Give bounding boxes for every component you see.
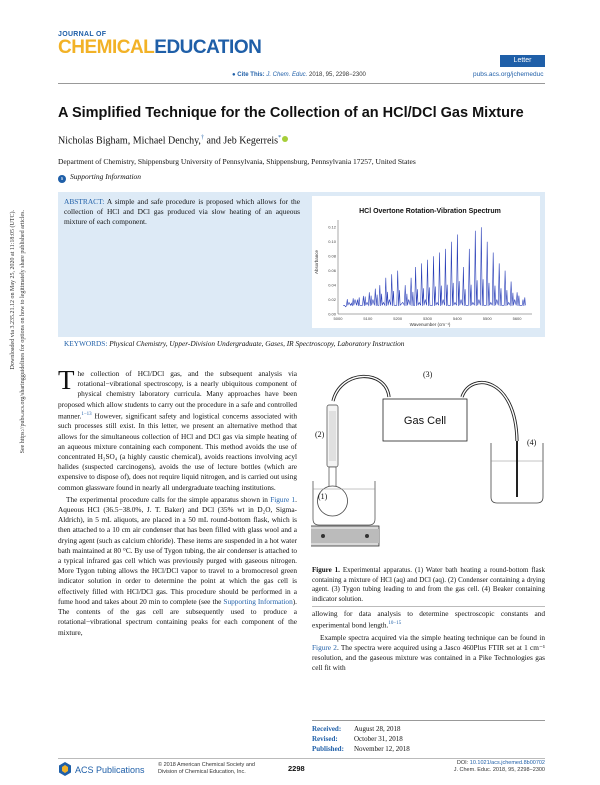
y-tick-label: 0.10 bbox=[328, 239, 336, 245]
label-2: (2) bbox=[315, 430, 325, 439]
tygon-tubing-1 bbox=[333, 376, 389, 401]
doi-block bbox=[430, 760, 545, 774]
y-tick-label: 0.04 bbox=[328, 282, 336, 288]
y-tick-label: 0.08 bbox=[328, 253, 336, 259]
logo-word-chemical: CHEMICAL bbox=[58, 37, 155, 58]
x-tick-label: 5200 bbox=[393, 316, 403, 321]
received-row bbox=[312, 724, 545, 734]
published-label: Published: bbox=[312, 745, 344, 753]
revised-row bbox=[312, 734, 545, 744]
body-paragraph-4 bbox=[312, 633, 545, 674]
p1-text-b: However, significant safety and logistical concerns associated with such processes still exist. In this letter, we present an alternative method that allows for the simultaneous collection of HCl and DCl gas via simple heating of an aqueous mixture containing each component. This method avoids the use of concentrated H₂SO₄ (a highly caustic chemical), avoids reactions involving acyl halides (suspected carcinogens), avoids the use of lecture bottles (which are expensive to dispose of), does not require liquid nitrogen, and is carried out using common glassware found in nearly all undergraduate teaching institutions. bbox=[58, 411, 297, 492]
keywords-label: KEYWORDS: bbox=[64, 339, 108, 348]
logo-word-education: EDUCATION bbox=[154, 37, 262, 58]
copyright-line1: © 2018 American Chemical Society and bbox=[158, 762, 255, 768]
download-side-note bbox=[8, 210, 34, 550]
body-right-column bbox=[312, 609, 545, 676]
toc-graphic bbox=[312, 196, 540, 328]
journal-logo bbox=[58, 38, 261, 58]
received-label: Received: bbox=[312, 725, 342, 733]
orcid-icon[interactable] bbox=[282, 136, 288, 142]
y-tick-label: 0.02 bbox=[328, 297, 336, 303]
doi-link[interactable]: 10.1021/acs.jchemed.8b00702 bbox=[469, 760, 545, 766]
doi-citation: J. Chem. Educ. 2018, 95, 2298−2300 bbox=[453, 767, 545, 773]
article-dates bbox=[312, 724, 545, 754]
apparatus-diagram bbox=[311, 369, 545, 562]
keywords bbox=[64, 339, 544, 348]
revised-label: Revised: bbox=[312, 735, 338, 743]
figure1-link[interactable]: Figure 1 bbox=[270, 494, 296, 504]
cite-journal: J. Chem. Educ. bbox=[266, 72, 308, 78]
acs-hexagon-icon bbox=[58, 762, 72, 776]
dagger-mark[interactable]: † bbox=[200, 135, 204, 141]
p1-text-a: he collection of HCl/DCl gas, and the subsequent analysis via rotational−vibrational spectroscopy, is a nearly ubiquitous component of physical chemistry laboratory curricula. Many approaches have been proposed which allow students to carry out the procedure in a safe and controlled manner. bbox=[58, 369, 297, 421]
label-4: (4) bbox=[527, 438, 537, 447]
y-tick-label: 0.00 bbox=[328, 311, 336, 317]
cite-rest: 2018, 95, 2298−2300 bbox=[309, 72, 366, 78]
received-date: August 28, 2018 bbox=[354, 725, 401, 733]
copyright bbox=[158, 762, 298, 776]
authors-part-b: and Jeb Kegerreis bbox=[203, 135, 279, 147]
figure2-link[interactable]: Figure 2 bbox=[312, 643, 337, 653]
p3-text: allowing for data analysis to determine spectroscopic constants and experimental bond length. bbox=[312, 609, 545, 630]
p2-text-b: . Aqueous HCl (36.5−38.0%, J. T. Baker) and DCl (35% wt in D₂O, Sigma-Aldrich), in 5 mL aliquots, are placed in a 50 mL round-bottom flask, which is then attached to a 10 cm air condenser that has been filled with glass wool and a drying agent (such as calcium chloride). These items are suspended in a hot water bath maintained at 80 °C. By use of Tygon tubing, the air condenser is attached to a typical infrared gas cell which was previously purged with gaseous nitrogen. More Tygon tubing allows the HCl/DCl vapor to travel to a bromocresol green indicator solution in order to determine the point at which the gas cell is effectively filled with HCl/DCl gas. This procedure should be performed in a fume hood and takes about 20 min to complete (see the bbox=[58, 494, 297, 606]
body-paragraph-1 bbox=[58, 365, 297, 493]
side-note-line2: See https://pubs.acs.org/sharingguidelines for options on how to legitimately share published articles. bbox=[20, 210, 26, 454]
journal-logo-top: JOURNAL OF bbox=[58, 31, 107, 38]
article-title: A Simplified Technique for the Collection of an HCl/DCl Gas Mixture bbox=[58, 105, 524, 121]
corresponding-mark[interactable]: * bbox=[278, 135, 282, 141]
authors bbox=[58, 135, 288, 146]
revised-date: October 31, 2018 bbox=[354, 735, 403, 743]
chart-ylabel: Absorbance bbox=[314, 249, 319, 275]
published-date: November 12, 2018 bbox=[354, 745, 410, 753]
p2-text-a: The experimental procedure calls for the simple apparatus shown in bbox=[66, 494, 271, 504]
p4-text-b: . The spectra were acquired using a Jasco 460Plus FTIR set at 1 cm⁻¹ resolution, and the gaseous mixture was contained in a Pike Technologies gas cell fit with bbox=[312, 643, 546, 673]
ref-link-1-13[interactable]: 1−13 bbox=[81, 411, 92, 417]
x-tick-label: 5100 bbox=[363, 316, 373, 321]
acs-publications-logo[interactable] bbox=[58, 762, 145, 776]
side-note-line1: Downloaded via 3.235.21.12 on May 25, 2020 at 11:18:05 (UTC). bbox=[10, 210, 16, 370]
x-tick-label: 5000 bbox=[333, 316, 343, 321]
footer-divider bbox=[58, 758, 545, 759]
chart-xlabel: Wavenumber (cm⁻¹) bbox=[409, 322, 451, 327]
cite-this[interactable] bbox=[232, 72, 366, 78]
affiliation: Department of Chemistry, Shippensburg University of Pennsylvania, Shippensburg, Pennsylvania 17257, United States bbox=[58, 157, 416, 166]
authors-part-a: Nicholas Bigham, Michael Denchy, bbox=[58, 135, 201, 147]
acs-label: ACS Publications bbox=[75, 765, 145, 775]
published-row bbox=[312, 744, 545, 754]
body-paragraph-3 bbox=[312, 609, 545, 631]
figure1-apparatus bbox=[311, 369, 545, 562]
abstract bbox=[64, 197, 300, 227]
supporting-info-inline-link[interactable]: Supporting Information bbox=[223, 596, 293, 606]
p4-text-a: Example spectra acquired via the simple heating technique can be found in bbox=[320, 632, 545, 642]
journal-url-link[interactable]: pubs.acs.org/jchemeduc bbox=[473, 71, 544, 78]
y-tick-label: 0.06 bbox=[328, 268, 336, 274]
abstract-text: A simple and safe procedure is proposed which allows for the collection of HCl and DCl gas produced via slow heating of an aqueous mixture of each component. bbox=[64, 197, 300, 226]
chart-axes bbox=[338, 220, 532, 314]
supporting-info-icon: s bbox=[58, 175, 66, 183]
p2-text-c: ). The contents of the gas cell are subsequently used to produce a rotational−vibrational spectrum containing peaks for each component of the mixture, bbox=[58, 596, 297, 637]
keywords-text: Physical Chemistry, Upper-Division Undergraduate, Gases, IR Spectroscopy, Laboratory Instruction bbox=[109, 339, 405, 348]
cite-label: Cite This: bbox=[237, 72, 265, 78]
label-1: (1) bbox=[318, 492, 328, 501]
x-tick-label: 5500 bbox=[482, 316, 492, 321]
x-tick-label: 5300 bbox=[423, 316, 432, 321]
chart-series-line bbox=[343, 227, 525, 307]
supporting-info-label: Supporting Information bbox=[70, 172, 142, 181]
x-tick-label: 5600 bbox=[512, 316, 522, 321]
gas-cell-label: Gas Cell bbox=[403, 415, 447, 427]
copyright-line2: Division of Chemical Education, Inc. bbox=[158, 769, 246, 775]
body-paragraph-2 bbox=[58, 495, 297, 638]
supporting-info-link[interactable] bbox=[58, 172, 141, 183]
drop-cap: T bbox=[58, 365, 75, 395]
figure1-caption-label: Figure 1. bbox=[312, 566, 340, 574]
x-tick-label: 5400 bbox=[452, 316, 462, 321]
figure1-caption-text: Experimental apparatus. (1) Water bath heating a round-bottom flask containing a mixture of HCl (aq) and DCl (aq). (2) Condenser containing a drying agent. (3) Tygon tubing leading to and from the gas cell. (4) Beaker containing indicator solution. bbox=[312, 566, 546, 603]
y-tick-label: 0.12 bbox=[328, 224, 336, 230]
body-left-column bbox=[58, 365, 297, 640]
page-number: 2298 bbox=[288, 764, 305, 773]
header-divider bbox=[58, 83, 545, 84]
chart-title: HCl Overtone Rotation-Vibration Spectrum bbox=[359, 208, 501, 215]
abstract-label: ABSTRACT: bbox=[64, 197, 105, 206]
toc-spectrum-chart bbox=[312, 196, 540, 328]
doi-label: DOI: bbox=[456, 760, 470, 766]
article-type-badge: Letter bbox=[500, 55, 545, 67]
ref-link-10-15[interactable]: 10−15 bbox=[388, 621, 402, 627]
cite-icon: ● bbox=[232, 72, 236, 78]
round-bottom-flask bbox=[318, 486, 348, 516]
tygon-tubing-2 bbox=[462, 383, 517, 441]
dates-divider bbox=[312, 720, 545, 721]
label-3: (3) bbox=[423, 370, 433, 379]
figure1-caption bbox=[312, 566, 545, 604]
figure-divider bbox=[312, 606, 545, 607]
